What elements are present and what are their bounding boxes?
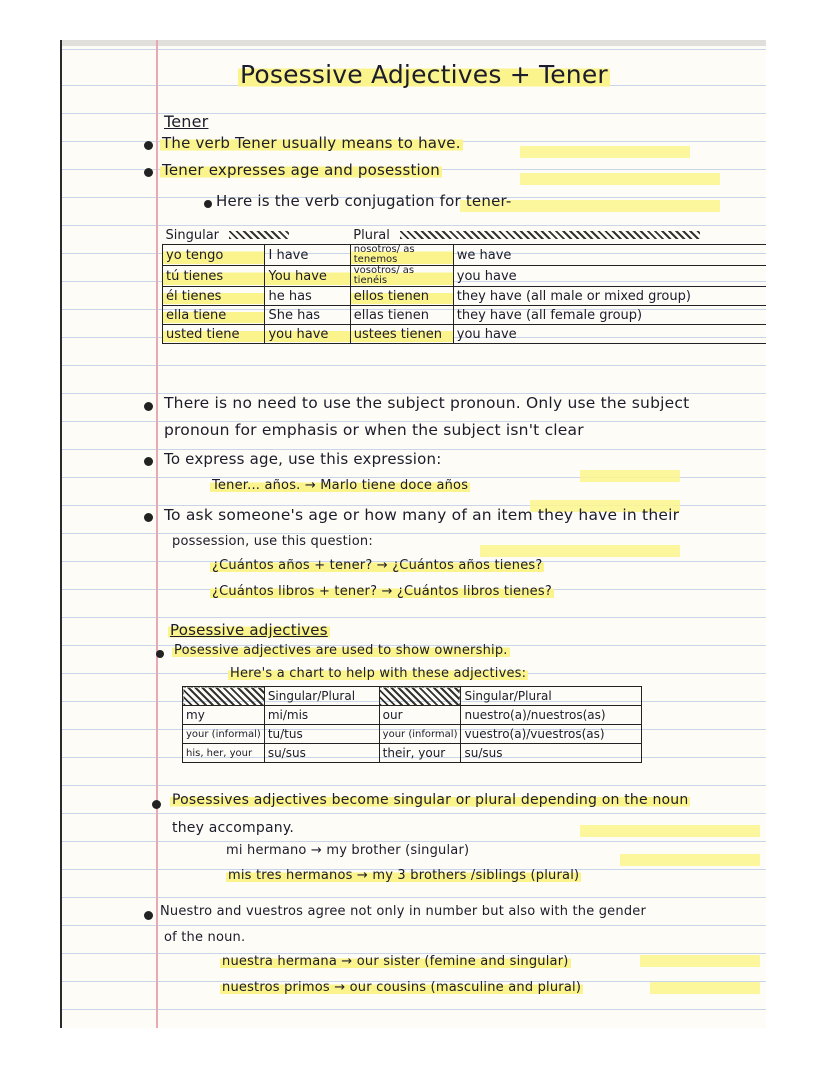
tener-bullet-1 bbox=[160, 134, 463, 152]
note-line-1: There is no need to use the subject pronoun. Only use the subject bbox=[164, 394, 690, 412]
cell: vuestro(a)/vuestros(as) bbox=[461, 725, 642, 744]
posessive-sub-text: Here's a chart to help with these adjectives: bbox=[230, 666, 527, 681]
table-row bbox=[183, 744, 642, 763]
cell: nuestro(a)/nuestros(as) bbox=[461, 706, 642, 725]
highlight-mark bbox=[580, 825, 760, 837]
cell: you have bbox=[453, 266, 766, 287]
posessive-bullet-1-text: Posessive adjectives are used to show ownership. bbox=[174, 643, 508, 658]
cell: su/sus bbox=[264, 744, 379, 763]
example-4-text: nuestros primos → our cousins (masculine and plural) bbox=[222, 980, 582, 995]
header-singular bbox=[163, 226, 351, 245]
bullet-icon bbox=[152, 800, 161, 809]
bullet-icon bbox=[144, 457, 153, 466]
cell: ellos tienen bbox=[350, 287, 453, 306]
example-2-text: mis tres hermanos → my 3 brothers /siblings (plural) bbox=[228, 868, 580, 883]
page-edge bbox=[60, 40, 766, 46]
table-header-row bbox=[163, 226, 767, 245]
tener-conjugation-table bbox=[162, 226, 766, 344]
chart-header-1: Singular/Plural bbox=[264, 687, 379, 706]
cell: She has bbox=[265, 306, 350, 325]
heading-posessive bbox=[168, 621, 330, 639]
chart-header-row bbox=[183, 687, 642, 706]
posessive-bullet-2-line-2: they accompany. bbox=[172, 820, 294, 836]
hatch-cell bbox=[379, 687, 461, 706]
posessive-chart bbox=[182, 686, 642, 763]
posessive-bullet-3-line-2: of the noun. bbox=[164, 930, 246, 945]
tener-sub: Here is the verb conjugation for tener- bbox=[216, 192, 512, 210]
highlight-mark bbox=[650, 982, 760, 994]
ask-example-2 bbox=[210, 584, 554, 599]
highlight-mark bbox=[520, 146, 690, 158]
posessive-bullet-2-line-1 bbox=[170, 792, 690, 808]
header-plural-text: Plural bbox=[353, 227, 390, 243]
cell: my bbox=[183, 706, 265, 725]
cell: ustees tienen bbox=[350, 325, 453, 344]
cell: their, your bbox=[379, 744, 461, 763]
highlight-mark bbox=[580, 470, 680, 482]
bullet-icon bbox=[156, 650, 164, 658]
table-row bbox=[163, 325, 767, 344]
highlight-mark bbox=[480, 545, 680, 557]
cell: we have bbox=[453, 245, 766, 266]
page-title bbox=[238, 60, 610, 89]
tener-bullet-1-text: The verb Tener usually means to have. bbox=[162, 134, 461, 152]
chart-header-2-text: Singular/Plural bbox=[464, 689, 552, 703]
ask-line-1: To ask someone's age or how many of an item they have in their bbox=[164, 506, 680, 524]
cell: our bbox=[379, 706, 461, 725]
ask-example-2-text: ¿Cuántos libros + tener? → ¿Cuántos libros tienes? bbox=[212, 584, 552, 599]
cell: I have bbox=[265, 245, 350, 266]
tener-bullet-2-text: Tener expresses age and posesstion bbox=[162, 161, 440, 179]
table-row bbox=[163, 287, 767, 306]
cell: tú tienes bbox=[163, 266, 265, 287]
cell: they have (all male or mixed group) bbox=[453, 287, 766, 306]
cell: your (informal) bbox=[183, 725, 265, 744]
highlight-mark bbox=[620, 854, 760, 866]
table-row bbox=[183, 706, 642, 725]
highlight-mark bbox=[640, 955, 760, 967]
example-1: mi hermano → my brother (singular) bbox=[226, 843, 470, 858]
bullet-icon bbox=[144, 141, 153, 150]
heading-posessive-text: Posessive adjectives bbox=[170, 621, 328, 639]
heading-tener: Tener bbox=[164, 112, 209, 131]
posessive-bullet-2-text: Posessives adjectives become singular or plural depending on the noun bbox=[172, 792, 689, 808]
cell: usted tiene bbox=[163, 325, 265, 344]
posessive-sub bbox=[228, 666, 528, 681]
hatch-cell bbox=[183, 687, 265, 706]
example-3-text: nuestra hermana → our sister (femine and singular) bbox=[222, 954, 569, 969]
cell: él tienes bbox=[163, 287, 265, 306]
margin-line bbox=[156, 40, 158, 1028]
ask-example-1 bbox=[210, 558, 544, 573]
tener-bullet-2 bbox=[160, 161, 442, 179]
cell: tu/tus bbox=[264, 725, 379, 744]
cell: your (informal) bbox=[379, 725, 461, 744]
table-row bbox=[163, 245, 767, 266]
bullet-icon bbox=[144, 513, 153, 522]
age-line: To express age, use this expression: bbox=[164, 450, 442, 468]
posessive-bullet-3-line-1: Nuestro and vuestros agree not only in number but also with the gender bbox=[160, 904, 647, 919]
bullet-icon bbox=[144, 402, 153, 411]
bullet-icon bbox=[144, 168, 153, 177]
ask-line-2: possession, use this question: bbox=[172, 534, 373, 549]
chart-header-2 bbox=[461, 687, 642, 706]
cell: they have (all female group) bbox=[453, 306, 766, 325]
title-text: Posessive Adjectives + Tener bbox=[240, 60, 608, 89]
bullet-icon bbox=[204, 200, 212, 208]
cell: su/sus bbox=[461, 744, 642, 763]
cell: ellas tienen bbox=[350, 306, 453, 325]
cell: he has bbox=[265, 287, 350, 306]
note-line-2: pronoun for emphasis or when the subject isn't clear bbox=[164, 421, 584, 439]
age-example-text: Tener... años. → Marlo tiene doce años bbox=[212, 478, 469, 493]
cell: you have bbox=[265, 325, 350, 344]
example-2 bbox=[226, 868, 581, 883]
header-plural bbox=[350, 226, 766, 245]
cell: you have bbox=[453, 325, 766, 344]
example-3 bbox=[220, 954, 571, 969]
cell: ella tiene bbox=[163, 306, 265, 325]
hatch-mark bbox=[229, 231, 289, 239]
example-4 bbox=[220, 980, 583, 995]
cell: nosotros/ as tenemos bbox=[350, 245, 453, 266]
cell: yo tengo bbox=[163, 245, 265, 266]
cell: mi/mis bbox=[264, 706, 379, 725]
age-example bbox=[210, 478, 470, 493]
posessive-bullet-1 bbox=[172, 643, 510, 658]
table-row bbox=[163, 306, 767, 325]
bullet-icon bbox=[144, 911, 153, 920]
notebook-page bbox=[60, 40, 766, 1028]
highlight-mark bbox=[520, 173, 720, 185]
header-singular-text: Singular bbox=[165, 227, 220, 243]
ask-example-1-text: ¿Cuántos años + tener? → ¿Cuántos años tienes? bbox=[212, 558, 543, 573]
cell: his, her, your bbox=[183, 744, 265, 763]
cell: vosotros/ as tienéis bbox=[350, 266, 453, 287]
table-row bbox=[163, 266, 767, 287]
hatch-mark bbox=[400, 231, 700, 239]
table-row bbox=[183, 725, 642, 744]
cell: You have bbox=[265, 266, 350, 287]
